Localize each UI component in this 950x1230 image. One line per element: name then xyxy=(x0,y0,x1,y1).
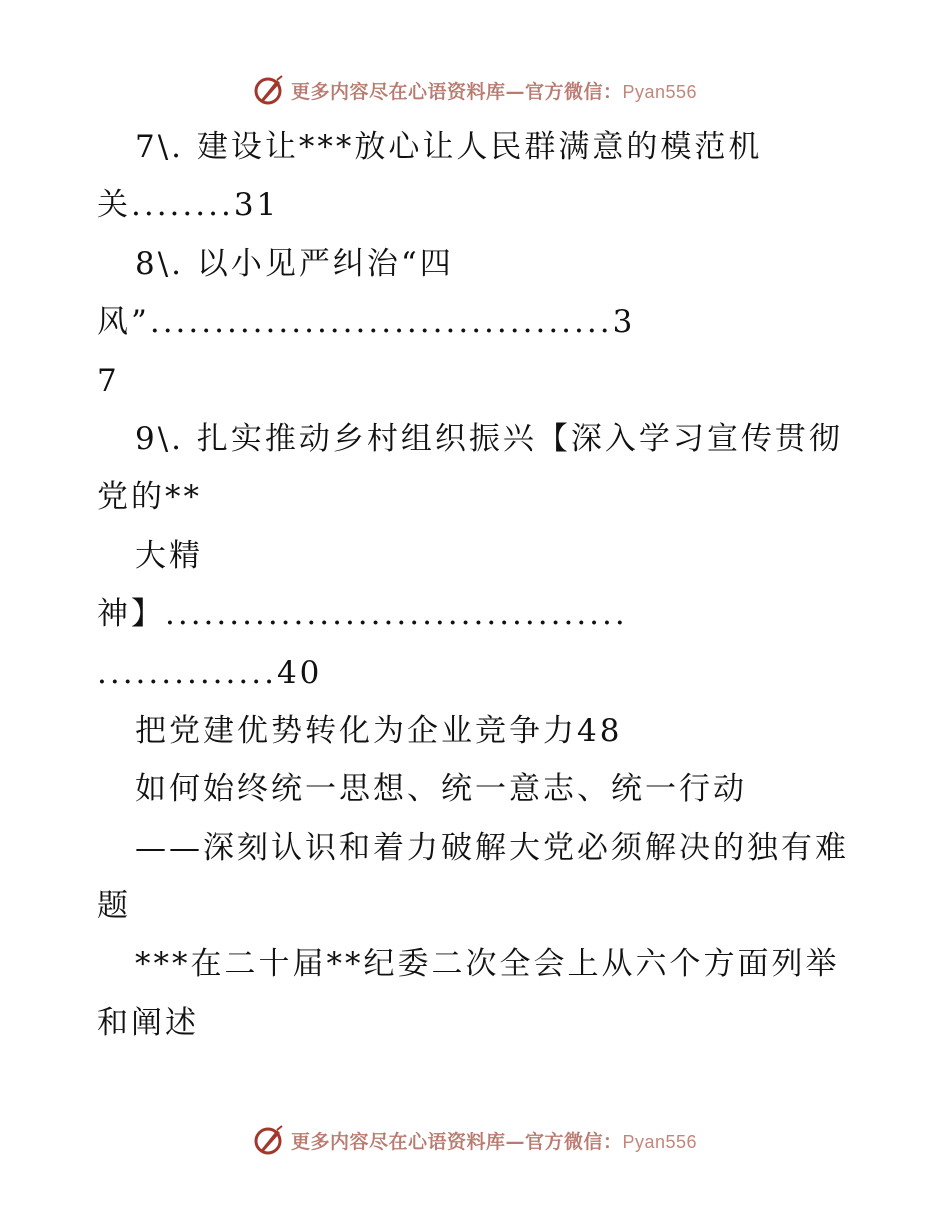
toc-line: 如何始终统一思想、统一意志、统一行动 xyxy=(135,771,747,808)
quill-pen-circle-icon xyxy=(253,74,285,106)
toc-line: ***在二十届**纪委二次全会上从六个方面列举 xyxy=(135,946,840,983)
toc-line: 题 xyxy=(97,888,131,925)
toc-line: 神】.................................... xyxy=(97,596,628,633)
watermark-wechat-id: Pyan556 xyxy=(622,1131,698,1152)
toc-line: 党的** xyxy=(97,479,202,516)
toc-line: 关........31 xyxy=(97,187,280,224)
watermark-text: 更多内容尽在心语资料库—官方微信：Pyan556 xyxy=(290,80,698,103)
footer-watermark xyxy=(0,1120,950,1160)
document-body xyxy=(97,118,857,1052)
toc-line: 9\. 扎实推动乡村组织振兴【深入学习宣传贯彻 xyxy=(135,420,843,457)
toc-line: 7 xyxy=(97,362,120,399)
toc-line: 把党建优势转化为企业竞争力48 xyxy=(135,712,623,749)
toc-line: 风”....................................3 xyxy=(97,304,636,341)
watermark-wechat-id: Pyan556 xyxy=(622,81,698,102)
quill-pen-circle-icon xyxy=(253,1124,285,1156)
toc-line: ..............40 xyxy=(97,654,323,691)
toc-line: 7\. 建设让***放心让人民群满意的模范机 xyxy=(135,129,763,165)
toc-line: ——深刻认识和着力破解大党必须解决的独有难 xyxy=(135,829,849,866)
watermark-text: 更多内容尽在心语资料库—官方微信：Pyan556 xyxy=(290,1130,698,1153)
toc-line: 8\. 以小见严纠治“四 xyxy=(135,245,454,282)
toc-line: 和阐述 xyxy=(97,1004,199,1041)
header-watermark xyxy=(0,70,950,110)
toc-line: 大精 xyxy=(135,537,203,574)
